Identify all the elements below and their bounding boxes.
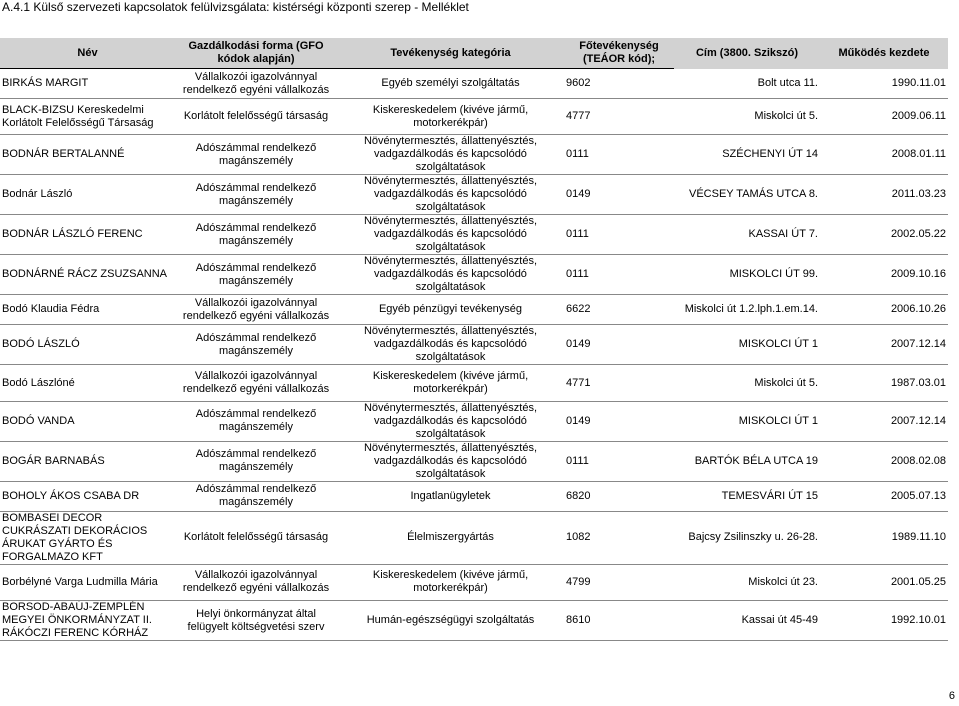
cell-kezdet: 2007.12.14 bbox=[820, 401, 948, 441]
cell-forma: Adószámmal rendelkező magánszemély bbox=[175, 401, 337, 441]
cell-kategoria: Kiskereskedelem (kivéve jármű, motorkerékpár) bbox=[337, 99, 564, 135]
cell-nev: BORSOD-ABAÚJ-ZEMPLÉN MEGYEI ÖNKORMÁNYZAT II. RÁKÓCZI FERENC KÓRHÁZ bbox=[0, 601, 175, 641]
cell-kezdet: 2009.06.11 bbox=[820, 99, 948, 135]
cell-nev: BODNÁR LÁSZLÓ FERENC bbox=[0, 215, 175, 255]
cell-nev: BOGÁR BARNABÁS bbox=[0, 441, 175, 481]
cell-cim: KASSAI ÚT 7. bbox=[674, 215, 820, 255]
cell-kategoria: Növénytermesztés, állattenyésztés, vadgazdálkodás és kapcsolódó szolgáltatások bbox=[337, 441, 564, 481]
table-row bbox=[0, 215, 948, 255]
table-row bbox=[0, 365, 948, 401]
cell-kezdet: 2008.02.08 bbox=[820, 441, 948, 481]
cell-forma: Adószámmal rendelkező magánszemély bbox=[175, 481, 337, 511]
cell-cim: Miskolci út 1.2.lph.1.em.14. bbox=[674, 295, 820, 325]
cell-teaor: 0111 bbox=[564, 441, 674, 481]
cell-forma: Helyi önkormányzat által felügyelt költségvetési szerv bbox=[175, 601, 337, 641]
cell-nev: BODÓ VANDA bbox=[0, 401, 175, 441]
cell-teaor: 6820 bbox=[564, 481, 674, 511]
table-row bbox=[0, 69, 948, 99]
cell-teaor: 1082 bbox=[564, 511, 674, 564]
cell-kategoria: Ingatlanügyletek bbox=[337, 481, 564, 511]
cell-nev: Bodó Klaudia Fédra bbox=[0, 295, 175, 325]
table-row bbox=[0, 481, 948, 511]
cell-forma: Adószámmal rendelkező magánszemély bbox=[175, 255, 337, 295]
cell-kezdet: 2009.10.16 bbox=[820, 255, 948, 295]
cell-teaor: 0111 bbox=[564, 255, 674, 295]
cell-forma: Vállalkozói igazolvánnyal rendelkező egyéni vállalkozás bbox=[175, 564, 337, 600]
cell-cim: MISKOLCI ÚT 1 bbox=[674, 401, 820, 441]
cell-cim: MISKOLCI ÚT 1 bbox=[674, 325, 820, 365]
cell-kategoria: Egyéb pénzügyi tevékenység bbox=[337, 295, 564, 325]
cell-teaor: 4771 bbox=[564, 365, 674, 401]
cell-teaor: 9602 bbox=[564, 69, 674, 99]
cell-kezdet: 1987.03.01 bbox=[820, 365, 948, 401]
table-row bbox=[0, 401, 948, 441]
table-row bbox=[0, 511, 948, 564]
cell-kezdet: 2001.05.25 bbox=[820, 564, 948, 600]
cell-forma: Vállalkozói igazolvánnyal rendelkező egyéni vállalkozás bbox=[175, 69, 337, 99]
cell-teaor: 6622 bbox=[564, 295, 674, 325]
page-number: 6 bbox=[948, 690, 955, 702]
header-forma: Gazdálkodási forma (GFO kódok alapján) bbox=[175, 38, 337, 69]
cell-cim: TEMESVÁRI ÚT 15 bbox=[674, 481, 820, 511]
cell-nev: Bodnár László bbox=[0, 175, 175, 215]
header-fotevekenyseg: Főtevékenység (TEÁOR kód); bbox=[564, 38, 674, 69]
table-row bbox=[0, 295, 948, 325]
cell-kezdet: 2006.10.26 bbox=[820, 295, 948, 325]
table-header-row bbox=[0, 38, 948, 69]
table-row bbox=[0, 135, 948, 175]
cell-kategoria: Egyéb személyi szolgáltatás bbox=[337, 69, 564, 99]
cell-kezdet: 2011.03.23 bbox=[820, 175, 948, 215]
cell-nev: BODNÁRNÉ RÁCZ ZSUZSANNA bbox=[0, 255, 175, 295]
cell-cim: MISKOLCI ÚT 99. bbox=[674, 255, 820, 295]
cell-forma: Korlátolt felelősségű társaság bbox=[175, 511, 337, 564]
cell-kategoria: Növénytermesztés, állattenyésztés, vadgazdálkodás és kapcsolódó szolgáltatások bbox=[337, 325, 564, 365]
cell-kategoria: Növénytermesztés, állattenyésztés, vadgazdálkodás és kapcsolódó szolgáltatások bbox=[337, 401, 564, 441]
cell-forma: Adószámmal rendelkező magánszemély bbox=[175, 215, 337, 255]
cell-nev: BODÓ LÁSZLÓ bbox=[0, 325, 175, 365]
cell-kezdet: 2007.12.14 bbox=[820, 325, 948, 365]
cell-cim: Miskolci út 23. bbox=[674, 564, 820, 600]
cell-kezdet: 1992.10.01 bbox=[820, 601, 948, 641]
cell-cim: SZÉCHENYI ÚT 14 bbox=[674, 135, 820, 175]
header-cim: Cím (3800. Szikszó) bbox=[674, 38, 820, 69]
cell-kategoria: Növénytermesztés, állattenyésztés, vadgazdálkodás és kapcsolódó szolgáltatások bbox=[337, 215, 564, 255]
header-kezdet: Működés kezdete bbox=[820, 38, 948, 69]
cell-cim: Bajcsy Zsilinszky u. 26-28. bbox=[674, 511, 820, 564]
cell-nev: BOHOLY ÁKOS CSABA DR bbox=[0, 481, 175, 511]
cell-forma: Adószámmal rendelkező magánszemély bbox=[175, 175, 337, 215]
cell-forma: Adószámmal rendelkező magánszemély bbox=[175, 441, 337, 481]
cell-forma: Adószámmal rendelkező magánszemély bbox=[175, 135, 337, 175]
table-row bbox=[0, 441, 948, 481]
cell-kezdet: 2005.07.13 bbox=[820, 481, 948, 511]
table-row bbox=[0, 99, 948, 135]
cell-kezdet: 2008.01.11 bbox=[820, 135, 948, 175]
companies-table bbox=[0, 38, 948, 641]
table-row bbox=[0, 601, 948, 641]
cell-kategoria: Kiskereskedelem (kivéve jármű, motorkerékpár) bbox=[337, 365, 564, 401]
cell-teaor: 4777 bbox=[564, 99, 674, 135]
cell-kezdet: 2002.05.22 bbox=[820, 215, 948, 255]
table-row bbox=[0, 564, 948, 600]
cell-forma: Vállalkozói igazolvánnyal rendelkező egyéni vállalkozás bbox=[175, 295, 337, 325]
cell-kategoria: Növénytermesztés, állattenyésztés, vadgazdálkodás és kapcsolódó szolgáltatások bbox=[337, 135, 564, 175]
cell-kategoria: Élelmiszergyártás bbox=[337, 511, 564, 564]
cell-nev: BOMBASEI DECOR CUKRÁSZATI DEKORÁCIOS ÁRUKAT GYÁRTO ÉS FORGALMAZO KFT bbox=[0, 511, 175, 564]
cell-nev: Bodó Lászlóné bbox=[0, 365, 175, 401]
cell-teaor: 0149 bbox=[564, 175, 674, 215]
cell-kategoria: Kiskereskedelem (kivéve jármű, motorkerékpár) bbox=[337, 564, 564, 600]
cell-cim: Bolt utca 11. bbox=[674, 69, 820, 99]
cell-kezdet: 1989.11.10 bbox=[820, 511, 948, 564]
cell-teaor: 0149 bbox=[564, 325, 674, 365]
cell-nev: BODNÁR BERTALANNÉ bbox=[0, 135, 175, 175]
cell-cim: VÉCSEY TAMÁS UTCA 8. bbox=[674, 175, 820, 215]
cell-teaor: 0111 bbox=[564, 135, 674, 175]
cell-teaor: 0149 bbox=[564, 401, 674, 441]
cell-teaor: 4799 bbox=[564, 564, 674, 600]
cell-teaor: 8610 bbox=[564, 601, 674, 641]
cell-forma: Adószámmal rendelkező magánszemély bbox=[175, 325, 337, 365]
cell-nev: Borbélyné Varga Ludmilla Mária bbox=[0, 564, 175, 600]
cell-cim: Kassai út 45-49 bbox=[674, 601, 820, 641]
cell-nev: BIRKÁS MARGIT bbox=[0, 69, 175, 99]
cell-nev: BLACK-BIZSU Kereskedelmi Korlátolt Felelősségű Társaság bbox=[0, 99, 175, 135]
table-row bbox=[0, 175, 948, 215]
table-row bbox=[0, 255, 948, 295]
page-title: A.4.1 Külső szervezeti kapcsolatok felülvizsgálata: kistérségi központi szerep - Melléklet bbox=[2, 0, 469, 14]
cell-forma: Korlátolt felelősségű társaság bbox=[175, 99, 337, 135]
cell-cim: Miskolci út 5. bbox=[674, 365, 820, 401]
table-row bbox=[0, 325, 948, 365]
cell-teaor: 0111 bbox=[564, 215, 674, 255]
cell-forma: Vállalkozói igazolvánnyal rendelkező egyéni vállalkozás bbox=[175, 365, 337, 401]
cell-kategoria: Növénytermesztés, állattenyésztés, vadgazdálkodás és kapcsolódó szolgáltatások bbox=[337, 175, 564, 215]
header-kategoria: Tevékenység kategória bbox=[337, 38, 564, 69]
cell-kezdet: 1990.11.01 bbox=[820, 69, 948, 99]
cell-cim: Miskolci út 5. bbox=[674, 99, 820, 135]
cell-kategoria: Növénytermesztés, állattenyésztés, vadgazdálkodás és kapcsolódó szolgáltatások bbox=[337, 255, 564, 295]
cell-kategoria: Humán-egészségügyi szolgáltatás bbox=[337, 601, 564, 641]
cell-cim: BARTÓK BÉLA UTCA 19 bbox=[674, 441, 820, 481]
header-nev: Név bbox=[0, 38, 175, 69]
